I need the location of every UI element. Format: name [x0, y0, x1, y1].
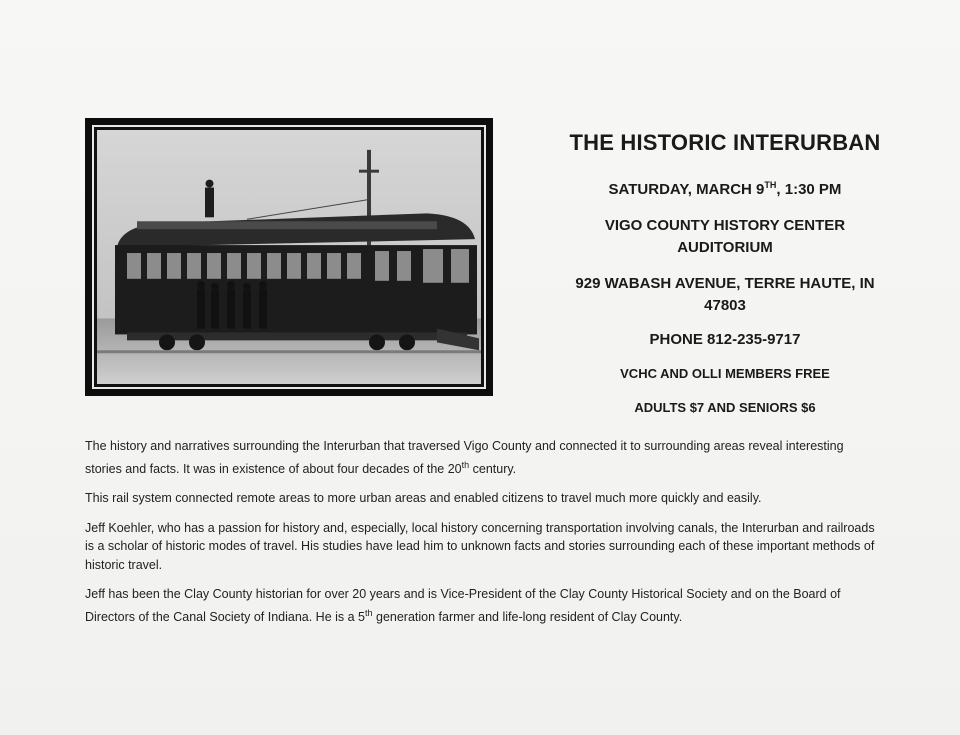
phone-number: PHONE 812-235-9717 — [649, 331, 801, 348]
streetcar-image — [97, 130, 481, 384]
venue-name: VIGO COUNTY HISTORY CENTER — [604, 217, 846, 234]
interurban-photo — [85, 118, 493, 396]
address-zip: 47803 — [704, 297, 746, 314]
event-details — [540, 130, 910, 419]
paragraph-rail-system: This rail system connected remote areas to more urban areas and enabled citizens to travel much more quickly and easily. — [85, 491, 762, 506]
paragraph-speaker: Jeff Koehler, who has a passion for history and, especially, local history concerning transportation involving canals, the Interurban and railroads is a scholar of historic modes of travel. His studies have lead him to unknown facts and stories surrounding each of these important methods of historic travel. — [85, 520, 875, 572]
members-free: VCHC AND OLLI MEMBERS FREE — [620, 366, 830, 381]
photo-border — [92, 125, 486, 389]
description — [85, 437, 875, 637]
paragraph-speaker-bio: Jeff has been the Clay County historian for over 20 years and is Vice-President of the Clay County Historical Society and on the Board of Directors of the Canal Society of Indiana. He is a 5th generation farmer and life-long resident of Clay County. — [85, 587, 841, 624]
event-title: THE HISTORIC INTERURBAN — [569, 130, 881, 155]
paragraph-history: The history and narratives surrounding the Interurban that traversed Vigo County and connected it to surrounding areas reveal interesting stories and facts. It was in existence of about four decades of the 20th century. — [85, 439, 844, 476]
venue-room: AUDITORIUM — [677, 239, 773, 256]
address-street: 929 WABASH AVENUE, TERRE HAUTE, IN — [575, 275, 875, 292]
admission-price: ADULTS $7 AND SENIORS $6 — [634, 400, 816, 415]
event-date: SATURDAY, MARCH 9TH, 1:30 PM — [608, 180, 842, 198]
